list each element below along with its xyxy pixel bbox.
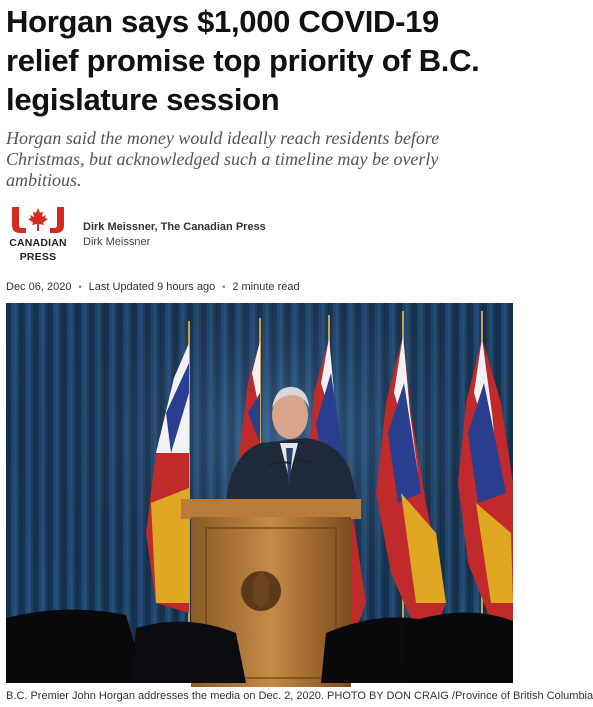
article-dek: Horgan said the money would ideally reach residents before Christmas, but acknowledged such a timeline may be overly ambitious. (6, 128, 440, 190)
author-subname: Dirk Meissner (83, 236, 151, 248)
bc-coat-of-arms-icon (241, 571, 281, 611)
canadian-press-logo[interactable] (6, 204, 70, 266)
maple-leaf-icon (10, 205, 66, 235)
separator-dot: • (78, 282, 82, 292)
publish-date: Dec 06, 2020 (6, 281, 72, 293)
last-updated: Last Updated 9 hours ago (88, 281, 216, 293)
separator-dot: • (222, 282, 226, 292)
logo-text-line2: PRESS (19, 251, 57, 263)
article-meta (6, 281, 300, 293)
read-time: 2 minute read (232, 281, 300, 293)
logo-text-line1: CANADIAN (9, 237, 67, 249)
press-conference-photo (6, 303, 513, 683)
photo-caption: B.C. Premier John Horgan addresses the media on Dec. 2, 2020. PHOTO BY DON CRAIG /Province of British Columbia (6, 690, 593, 702)
logo-text (6, 236, 70, 264)
article-photo[interactable] (6, 303, 513, 683)
article-headline: Horgan says $1,000 COVID-19 relief promise top priority of B.C. legislature session (6, 4, 480, 117)
author-name[interactable]: Dirk Meissner, The Canadian Press (83, 221, 266, 233)
byline (6, 204, 516, 266)
